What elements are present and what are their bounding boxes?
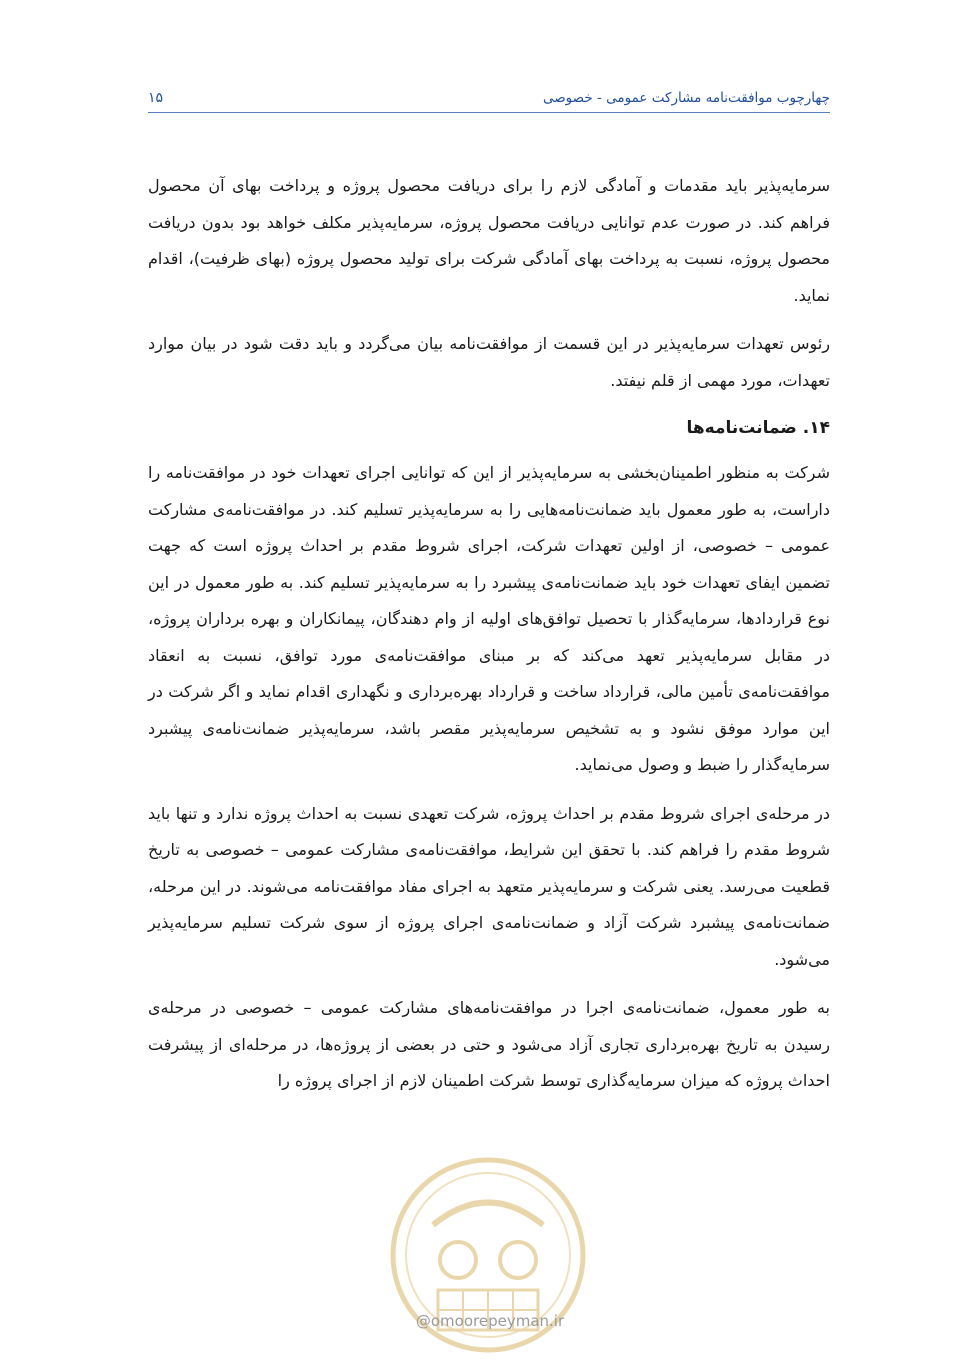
paragraph-3: شرکت به منظور اطمینان‌بخشی به سرمایه‌پذیر از این که توانایی اجرای تعهدات خود در موافقت‌نامه را داراست، به طور معمول باید ضمانت‌نامه‌هایی را به سرمایه‌پذیر تسلیم کند. در موافقت‌نامه‌ی مشارکت عمومی – خصوصی، از اولین تعهدات شرکت، اجرای شروط مقدم بر احداث پروژه است که جهت تضمین ایفای تعهدات خود باید ضمانت‌نامه‌ی پیشبرد را به سرمایه‌پذیر تسلیم کند. به طور معمول در این نوع قراردادها، سرمایه‌گذار با تحصیل توافق‌های اولیه از وام دهندگان، پیمانکاران و بهره برداران پروژه، در مقابل سرمایه‌پذیر تعهد می‌کند که بر مبنای موافقت‌نامه‌ی مورد توافق، نسبت به انعقاد موافقت‌نامه‌ی تأمین مالی، قرارداد ساخت و قرارداد بهره‌برداری و نگهداری اقدام نماید و اگر شرکت در این موارد موفق نشود و به تشخیص سرمایه‌پذیر مقصر باشد، سرمایه‌پذیر ضمانت‌نامه‌ی پیشبرد سرمایه‌گذار را ضبط و وصول می‌نماید. xyxy=(148,463,830,774)
watermark-url: @omoorepeyman.ir xyxy=(415,1312,565,1330)
running-title: چهارچوب موافقت‌نامه مشارکت عمومی - خصوصی xyxy=(542,90,830,106)
section-heading: ۱۴. ضمانت‌نامه‌ها xyxy=(686,418,830,438)
page-body xyxy=(148,168,830,1112)
paragraph-1: سرمایه‌پذیر باید مقدمات و آمادگی لازم را برای دریافت محصول پروژه و پرداخت بهای آن محصول فراهم کند. در صورت عدم توانایی دریافت محصول پروژه، سرمایه‌پذیر مکلف خواهد بود بدون دریافت محصول پروژه، نسبت به پرداخت بهای آمادگی شرکت برای تولید محصول پروژه (بهای ظرفیت)، اقدام نماید. xyxy=(148,176,830,305)
page-number: ۱۵ xyxy=(148,90,164,106)
paragraph-2: رئوس تعهدات سرمایه‌پذیر در این قسمت از موافقت‌نامه بیان می‌گردد و باید دقت شود در بیان موارد تعهدات، مورد مهمی از قلم نیفتد. xyxy=(148,334,830,390)
paragraph-5: به طور معمول، ضمانت‌نامه‌ی اجرا در موافقت‌نامه‌های مشارکت عمومی – خصوصی در مرحله‌ی رسیدن به تاریخ بهره‌برداری تجاری آزاد می‌شود و حتی در بعضی از پروژه‌ها، در مرحله‌ای از پیشرفت احداث پروژه که میزان سرمایه‌گذاری توسط شرکت اطمینان لازم از اجرای پروژه را xyxy=(148,998,830,1090)
paragraph-4: در مرحله‌ی اجرای شروط مقدم بر احداث پروژه، شرکت تعهدی نسبت به احداث پروژه ندارد و تنها باید شروط مقدم را فراهم کند. با تحقق این شرایط، موافقت‌نامه‌ی مشارکت عمومی – خصوصی به تاریخ قطعیت می‌رسد. یعنی شرکت و سرمایه‌پذیر متعهد به اجرای مفاد موافقت‌نامه می‌شوند. در این مرحله، ضمانت‌نامه‌ی پیشبرد شرکت آزاد و ضمانت‌نامه‌ی اجرای پروژه از سوی شرکت تسلیم سرمایه‌پذیر می‌شود. xyxy=(148,803,830,969)
page-header xyxy=(148,84,830,113)
